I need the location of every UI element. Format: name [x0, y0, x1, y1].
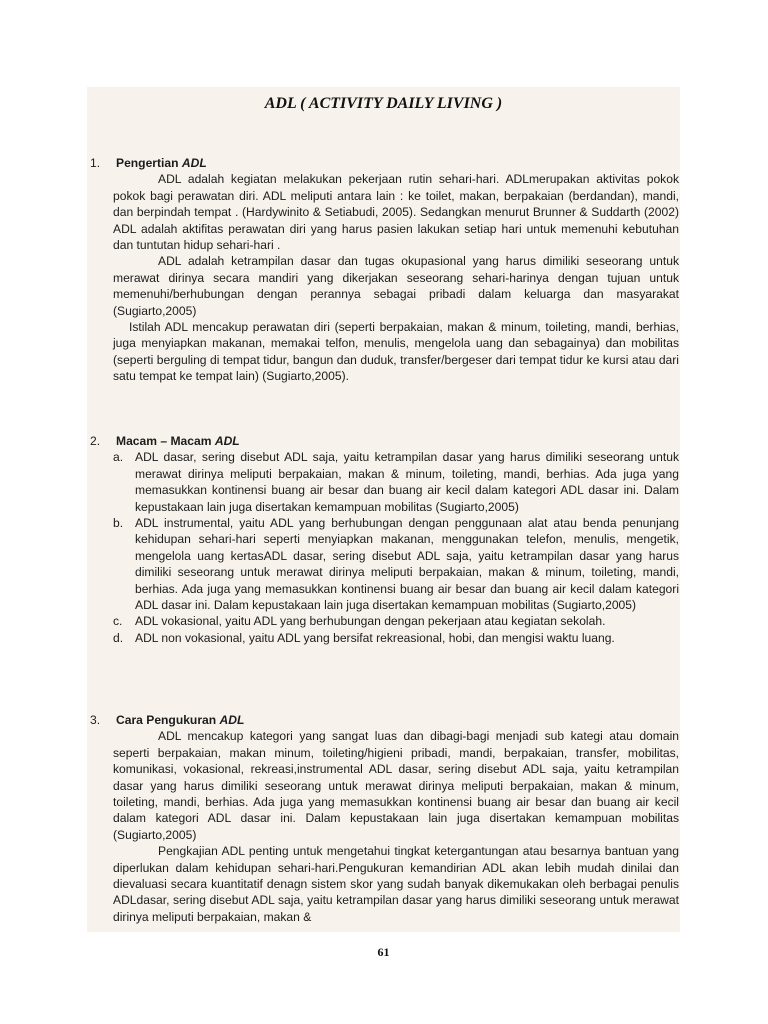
section-body — [113, 171, 679, 384]
section-body — [113, 728, 679, 925]
list-item: d. ADL non vokasional, yaitu ADL yang bersifat rekreasional, hobi, dan mengisi waktu luang. — [113, 630, 615, 645]
section-number: 3. — [90, 713, 101, 727]
paragraph: Istilah ADL mencakup perawatan diri (seperti berpakaian, makan & minum, toileting, mandi, berhias, juga menyiapkan makanan, memakai telfon, menulis, mengelola uang dan sebagainya) dan mobilitas (seperti berguling di tempat tidur, bangun dan duduk, transfer/bergeser dari tempat tidur ke kursi atau dari satu tempat ke tempat lain) (Sugiarto,2005). — [113, 320, 679, 384]
page-number: 61 — [377, 945, 390, 959]
section-number: 1. — [90, 156, 101, 170]
section-cara-pengukuran — [87, 712, 679, 925]
section-body — [113, 449, 679, 646]
page-title: ADL ( ACTIVITY DAILY LIVING ) — [264, 95, 503, 112]
section-title: Macam – Macam ADL — [116, 434, 240, 448]
document-page — [87, 87, 680, 959]
list-item: b. ADL instrumental, yaitu ADL yang berhubungan dengan penggunaan alat atau benda penunjang kehidupan sehari-hari seperti menyiapkan makanan, menggunakan telefon, menulis, mengetik, mengelola uang kertasADL dasar, sering disebut ADL saja, yaitu ketrampilan dasar yang harus dimiliki seseorang untuk merawat dirinya meliputi berpakaian, makan & minum, toileting, mandi, berhias. Ada juga yang memasukkan kontinensi buang air besar dan buang air kecil dalam kategori ADL dasar ini. Dalam kepustakaan lain juga disertakan kemampuan mobilitas (Sugiarto,2005) — [113, 516, 679, 613]
sub-list — [113, 449, 679, 646]
list-item: c. ADL vokasional, yaitu ADL yang berhubungan dengan pekerjaan atau kegiatan sekolah. — [113, 614, 606, 629]
paragraph: ADL mencakup kategori yang sangat luas dan dibagi-bagi menjadi sub kategi atau domain seperti berpakaian, makan minum, toileting/higieni pribadi, mandi, berpakaian, transfer, mobilitas, komunikasi, vokasional, rekreasi,instrumental ADL dasar, sering disebut ADL saja, yaitu ketrampilan dasar yang harus dimiliki seseorang untuk merawat dirinya meliputi berpakaian, makan & minum, toileting, mandi, berhias. Ada juga yang memasukkan kontinensi buang air besar dan buang air kecil dalam kategori ADL dasar ini. Dalam kepustakaan lain juga disertakan kemampuan mobilitas (Sugiarto,2005) — [113, 729, 679, 842]
section-heading — [87, 433, 679, 449]
paragraph: ADL adalah kegiatan melakukan pekerjaan rutin sehari-hari. ADLmerupakan aktivitas pokok pokok bagi perawatan diri. ADL meliputi antara lain : ke toilet, makan, berpakaian (berdandan), mandi, dan berpindah tempat . (Hardywinito & Setiabudi, 2005). Sedangkan menurut Brunner & Suddarth (2002) ADL adalah aktifitas perawatan diri yang harus pasien lakukan setiap hari untuk memenuhi kebutuhan dan tuntutan hidup sehari-hari . — [113, 172, 679, 253]
list-item: a. ADL dasar, sering disebut ADL saja, yaitu ketrampilan dasar yang harus dimiliki seseorang untuk merawat dirinya meliputi berpakaian, makan & minum, toileting, mandi, berhias. Ada juga yang memasukkan kontinensi buang air besar dan buang air kecil dalam kategori ADL dasar ini. Dalam kepustakaan lain juga disertakan kemampuan mobilitas (Sugiarto,2005) — [113, 450, 679, 514]
section-pengertian — [87, 155, 679, 385]
section-macam — [87, 433, 679, 646]
section-number: 2. — [90, 434, 101, 448]
section-heading — [87, 155, 679, 171]
paragraph: Pengkajian ADL penting untuk mengetahui tingkat ketergantungan atau besarnya bantuan yang diperlukan dalam kehidupan sehari-hari.Pengukuran kemandirian ADL akan lebih mudah dinilai dan dievaluasi secara kuantitatif denagn sistem skor yang sudah banyak dikemukakan oleh berbagai penulis ADLdasar, sering disebut ADL saja, yaitu ketrampilan dasar yang harus dimiliki seseorang untuk merawat dirinya meliputi berpakaian, makan & — [113, 844, 679, 924]
section-title: Cara Pengukuran ADL — [116, 713, 245, 727]
paragraph: ADL adalah ketrampilan dasar dan tugas okupasional yang harus dimiliki seseorang untuk merawat dirinya secara mandiri yang dikerjakan seseorang sehari-harinya dengan tujuan untuk memenuhi/berhubungan dengan perannya sebagai pribadi dalam keluarga dan masyarakat (Sugiarto,2005) — [113, 254, 679, 318]
section-heading — [87, 712, 679, 728]
section-title: Pengertian ADL — [116, 156, 207, 170]
